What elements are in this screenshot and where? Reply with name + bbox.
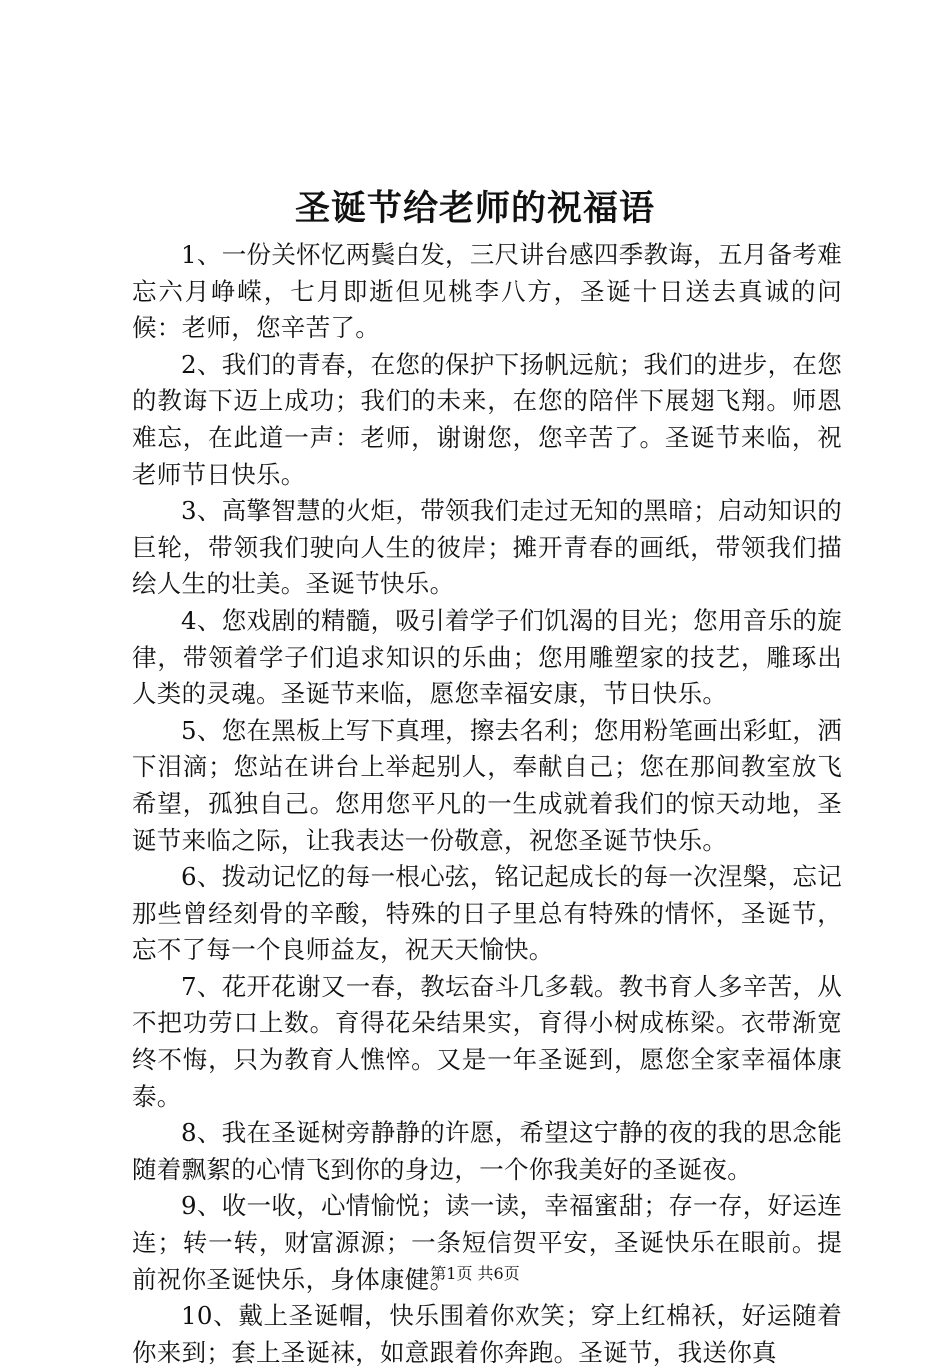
paragraph-1: 1、一份关怀忆两鬓白发，三尺讲台感四季教诲，五月备考难忘六月峥嵘，七月即逝但见桃李八方，圣诞十日送去真诚的问候：老师，您辛苦了。	[132, 240, 842, 343]
document-body	[132, 237, 842, 1371]
paragraph-6: 6、拨动记忆的每一根心弦，铭记起成长的每一次涅槃，忘记那些曾经刻骨的辛酸，特殊的日子里总有特殊的情怀，圣诞节，忘不了每一个良师益友，祝天天愉快。	[132, 862, 842, 965]
document-title: 圣诞节给老师的祝福语	[294, 188, 655, 229]
paragraph-2: 2、我们的青春，在您的保护下扬帆远航；我们的进步，在您的教诲下迈上成功；我们的未来，在您的陪伴下展翅飞翔。师恩难忘，在此道一声：老师，谢谢您，您辛苦了。圣诞节来临，祝老师节日快乐。	[132, 349, 842, 489]
paragraph-8: 8、我在圣诞树旁静静的许愿，希望这宁静的夜的我的思念能随着飘絮的心情飞到你的身边，一个你我美好的圣诞夜。	[132, 1118, 842, 1184]
page-number: 第1页 共6页	[430, 1264, 520, 1283]
paragraph-7: 7、花开花谢又一春，教坛奋斗几多载。教书育人多辛苦，从不把功劳口上数。育得花朵结果实，育得小树成栋梁。衣带渐宽终不悔，只为教育人憔悴。又是一年圣诞到，愿您全家幸福体康泰。	[132, 971, 842, 1111]
paragraph-10: 10、戴上圣诞帽，快乐围着你欢笑；穿上红棉袄，好运随着你来到；套上圣诞袜，如意跟着你奔跑。圣诞节，我送你真	[132, 1301, 842, 1367]
paragraph-3: 3、高擎智慧的火炬，带领我们走过无知的黑暗；启动知识的巨轮，带领我们驶向人生的彼岸；摊开青春的画纸，带领我们描绘人生的壮美。圣诞节快乐。	[132, 496, 842, 599]
paragraph-4: 4、您戏剧的精髓，吸引着学子们饥渴的目光；您用音乐的旋律，带领着学子们追求知识的乐曲；您用雕塑家的技艺，雕琢出人类的灵魂。圣诞节来临，愿您幸福安康，节日快乐。	[132, 605, 842, 709]
paragraph-5: 5、您在黑板上写下真理，擦去名利；您用粉笔画出彩虹，洒下泪滴；您站在讲台上举起别人，奉献自己；您在那间教室放飞希望，孤独自己。您用您平凡的一生成就着我们的惊天动地，圣诞节来临之际，让我表达一份敬意，祝您圣诞节快乐。	[132, 715, 842, 855]
paragraph-9: 9、收一收，心情愉悦；读一读，幸福蜜甜；存一存，好运连连；转一转，财富源源；一条短信贺平安，圣诞快乐在眼前。提前祝你圣诞快乐，身体康健。	[132, 1191, 842, 1294]
